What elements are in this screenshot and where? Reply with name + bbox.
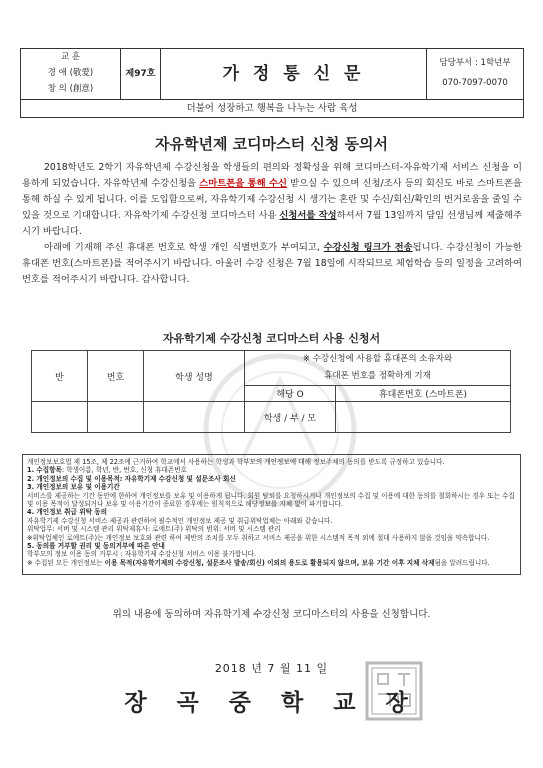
form-title: 자유학기제 수강신청 코디마스터 사용 신청서 xyxy=(162,332,381,345)
name-field[interactable] xyxy=(144,402,245,433)
owner-options[interactable]: 학생 / 부 / 모 xyxy=(245,402,336,433)
privacy-item-5: 5. 동의를 거부할 권리 및 동의거부에 따른 안내 xyxy=(27,542,165,551)
class-header: 반 xyxy=(32,351,88,402)
school-motto xyxy=(21,49,121,99)
privacy-item-4: 4. 개인정보 취급 위탁 동의 xyxy=(27,508,107,517)
phone-note xyxy=(245,351,511,386)
paragraph-text: 됩니다. 수강신청이 가능한 휴대폰 번호(스마트폰)를 적어주시기 바랍니다. 아울러 수강 신청은 7월 18일에 시작되므로 체험학습 등의 일정을 고려하여 번호를 적어주시기 바랍니다. 감사합니다. xyxy=(22,242,522,285)
number-field[interactable] xyxy=(88,402,144,433)
phone-field[interactable] xyxy=(336,402,511,433)
issue-number: 제97호 xyxy=(121,49,161,99)
phone-header: 휴대폰번호 (스마트폰) xyxy=(336,386,511,402)
motto-line: 경 애 (敬愛) xyxy=(47,68,94,78)
application-form-table xyxy=(31,350,511,433)
privacy-item-4-text: 자유학기제 수강신청 서비스 제공과 관련하여 필수적인 개인정보 제공 및 취급위탁업체는 아래와 같습니다. xyxy=(27,516,333,525)
emphasized-text: 수강신청 링크가 전송 xyxy=(323,242,413,253)
check-header: 해당 O xyxy=(245,386,336,402)
department-phone: 070-7097-0070 xyxy=(442,78,508,88)
school-slogan: 더불어 성장하고 행복을 나누는 사람 육성 xyxy=(20,100,524,118)
intro-paragraph xyxy=(22,160,522,240)
motto-line: 창 의 (創意) xyxy=(47,84,94,94)
privacy-item-2: 2. 개인정보의 수집 및 이용목적: 자유학기제 수강신청 및 설문조사 회신 xyxy=(27,474,236,483)
paragraph-text: 받으실 수 있으며 신청/조사 등의 회신도 바로 스마트폰을 통해 하실 수 있게 됩니다. 이를 도입함으로써, 자유학기제 수강신청 시 생기는 혼란 및 수신/회신/확인의 번거로움을 줄일 수 있을 것으로 기대합니다. 자유학기제 수강신청 코디마스터 사용 xyxy=(22,178,522,221)
department-label: 담당부서 : 1학년부 xyxy=(439,58,511,68)
paragraph-text: 2018학년도 2학기 자유학년제 수강신청을 학생들의 편의와 정확성을 위해 코디마스터-자유학기제 서비스 신청을 이용하게 되었습니다. 자유학년제 수강신청을 xyxy=(22,162,522,189)
paragraph-text: 아래에 기재해 주신 휴대폰 번호로 학생 개인 식별번호가 부여되고, xyxy=(44,242,324,253)
motto-line: 교 훈 xyxy=(60,52,81,62)
privacy-item-5-text: 학부모의 정보 이용 동의 거부시 : 자유학기제 수강신청 서비스 이용 불가합니다. xyxy=(27,550,257,559)
note-line: 휴대폰 번호를 정확하게 기재 xyxy=(324,371,431,381)
emphasized-text: 신청서를 작성 xyxy=(279,210,337,221)
privacy-item-5-notice: ※ 수집된 모든 개인정보는 이용 목적(자유학기제의 수강신청, 설문조사 발송/회신) 이외의 용도로 활용되지 않으며, 보유 기간 이후 지체 삭제됨을 알려드립니다. xyxy=(27,558,490,567)
highlighted-text: 스마트폰을 통해 수신 xyxy=(199,178,287,189)
school-principal-name: 장 곡 중 학 교 장 xyxy=(124,689,419,716)
number-header: 번호 xyxy=(88,351,144,402)
privacy-item-4-text: 위탁업무: 서버 및 시스템 관리 위탁제휴사: 로에트(주) 위탁의 범위: 서버 및 시스템 관리 xyxy=(27,525,281,534)
privacy-item-3-text: 서비스를 제공하는 기간 동안에 한하여 개인정보를 보유 및 이용하게 됩니다. 회원 탈퇴를 요청하시거나 개인정보의 수집 및 이용에 대한 동의를 철회하시는 경우 또는 수집 및 이용 목적이 달성되거나 보유 및 이용기간이 종료한 경우에는 원칙적으로 해당정보를 지체 없이 파기합니다. xyxy=(27,491,515,509)
department-info xyxy=(427,49,523,99)
newsletter-header xyxy=(20,48,524,100)
document-date: 2018 년 7 월 11 일 xyxy=(214,662,329,675)
name-header: 학생 성명 xyxy=(144,351,245,402)
privacy-item-1: 1. 수집항목: 학생이름, 학년, 반, 번호, 신청 휴대폰번호 xyxy=(27,466,187,475)
privacy-item-3: 3. 개인정보의 보유 및 이용기간 xyxy=(27,483,120,492)
agreement-statement: 위의 내용에 동의하며 자유학기제 수강신청 코디마스터의 사용을 신청합니다. xyxy=(112,609,431,620)
note-line: ※ 수강신청에 사용할 휴대폰의 소유자와 xyxy=(302,354,453,364)
document-title: 자유학년제 코디마스터 신청 동의서 xyxy=(154,135,389,153)
privacy-item-4-text: ※위탁업체인 로에트(주)는 개인정보 보호와 관련 하여 제반의 조치를 모두 취하고 서비스 제공을 위한 시스템적 목적 외에 절대 사용하지 않을 것임을 약속합니다. xyxy=(27,533,490,542)
privacy-consent-box xyxy=(22,454,521,575)
newsletter-title: 가 정 통 신 문 xyxy=(161,49,427,99)
paragraph-text: 하셔서 7월 13일까지 담임 선생님께 제출해주시기 바랍니다. xyxy=(22,210,522,237)
class-field[interactable] xyxy=(32,402,88,433)
instruction-paragraph xyxy=(22,240,522,288)
privacy-intro: 개인정보보호법 제 15조, 제 22조에 근거하여 학교에서 사용하는 학생과 학부모의 개인정보에 대해 정보주체의 동의를 받도록 규정하고 있습니다. xyxy=(27,458,445,466)
